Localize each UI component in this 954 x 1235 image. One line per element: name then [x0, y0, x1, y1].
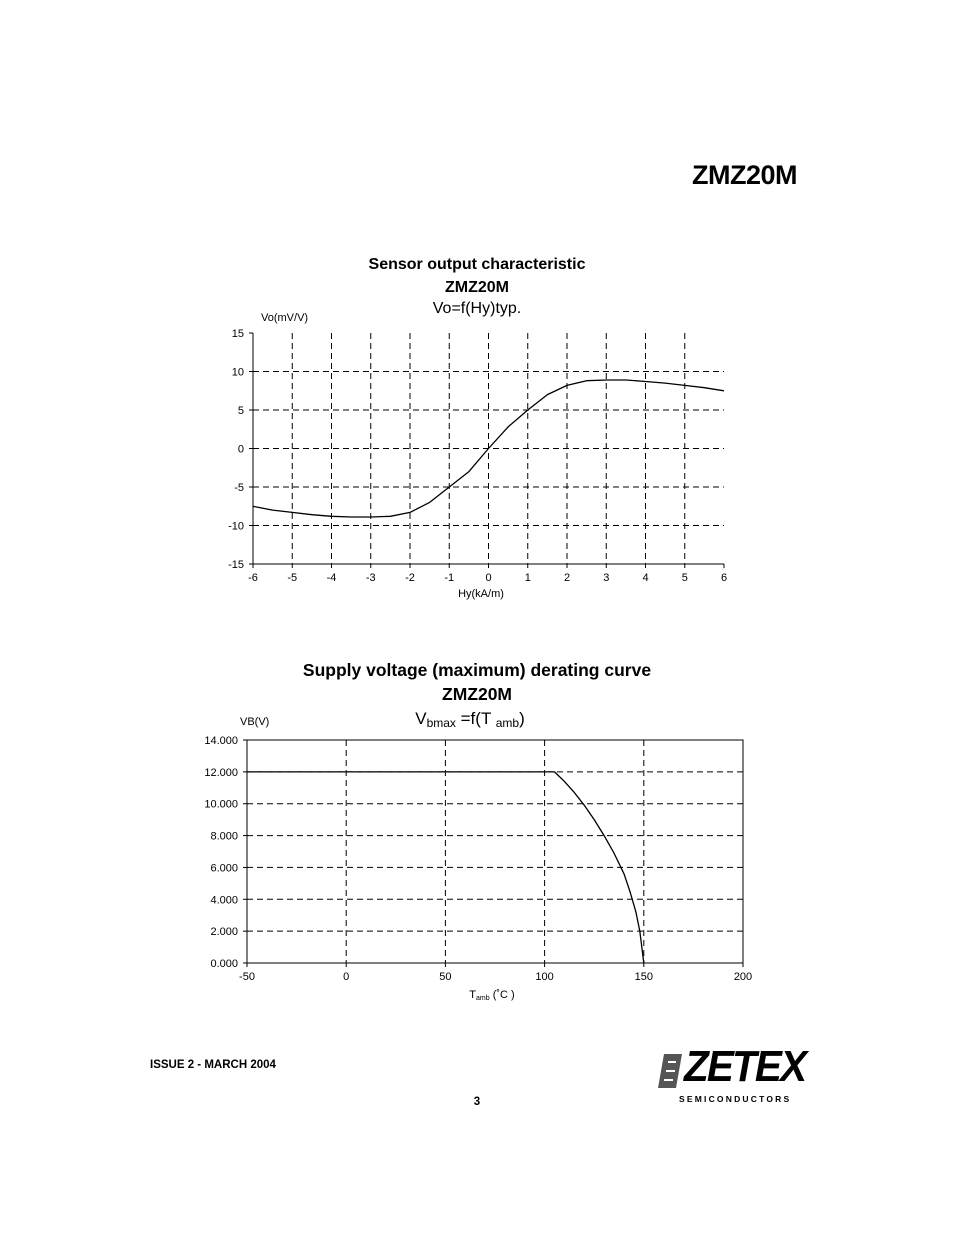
issue-date: ISSUE 2 - MARCH 2004 [150, 1059, 276, 1071]
y-tick-label: 6.000 [210, 862, 238, 875]
y-tick-label: 0 [237, 443, 244, 456]
x-tick-label: -1 [444, 572, 455, 584]
x-tick-label: 100 [535, 971, 554, 983]
page-number: 3 [473, 1096, 481, 1108]
x-tick-label: 2 [563, 572, 571, 584]
y-tick-label: -5 [234, 482, 244, 494]
x-tick-label: -50 [239, 971, 255, 983]
y-tick-label: -10 [228, 520, 244, 533]
x-tick-label: 0 [343, 971, 350, 983]
chart2-xlabel: $T_{amb}$ (˚C ) [469, 989, 515, 1002]
y-tick-label: 14.000 [204, 735, 238, 747]
x-tick-label: -5 [287, 572, 298, 584]
chart1-formula: Vo=f(Hy)typ. [432, 300, 522, 317]
x-tick-label: 1 [524, 572, 531, 584]
y-tick-label: -15 [228, 559, 244, 571]
x-tick-label: 0 [485, 572, 492, 584]
y-tick-label: 2.000 [210, 926, 238, 939]
chart2-formula: $V_{bmax} =f(T$ $_{amb}$) [415, 709, 525, 730]
chart2-subtitle: ZMZ20M [442, 684, 512, 704]
x-tick-label: -6 [248, 572, 258, 584]
x-tick-label: 4 [642, 572, 649, 584]
y-tick-label: 0.000 [210, 958, 238, 970]
chart1-ylabel: Vo(mV/V) [261, 312, 309, 324]
page-title: ZMZ20M [692, 160, 797, 190]
chart2-title: Supply voltage (maximum) derating curve [302, 660, 652, 680]
y-tick-label: 4.000 [210, 894, 238, 907]
x-tick-label: -3 [365, 572, 376, 584]
x-tick-label: 150 [634, 971, 653, 983]
y-tick-label: 10.000 [204, 798, 238, 811]
logo-wordmark: ZETEX [684, 1042, 806, 1091]
chart1-title: Sensor output characteristic [368, 256, 586, 273]
logo-tagline: SEMICONDUCTORS [679, 1094, 792, 1104]
y-tick-label: 12.000 [204, 766, 238, 779]
y-tick-label: 5 [237, 405, 244, 417]
y-tick-label: 10 [231, 366, 244, 379]
zetex-mark-icon [658, 1054, 682, 1088]
x-tick-label: 6 [720, 572, 728, 584]
x-tick-label: 200 [733, 971, 753, 983]
chart1-subtitle: ZMZ20M [445, 279, 509, 296]
x-tick-label: -4 [326, 572, 337, 584]
x-tick-label: 3 [603, 572, 610, 584]
x-tick-label: 5 [681, 572, 688, 584]
chart2-ylabel: VB(V) [240, 716, 270, 728]
plot-frame [247, 740, 743, 963]
y-tick-label: 8.000 [210, 830, 238, 843]
x-tick-label: 50 [439, 971, 452, 983]
chart1-xlabel: Hy(kA/m) [458, 588, 504, 600]
x-tick-label: -2 [405, 572, 415, 584]
y-tick-label: 15 [231, 328, 244, 340]
